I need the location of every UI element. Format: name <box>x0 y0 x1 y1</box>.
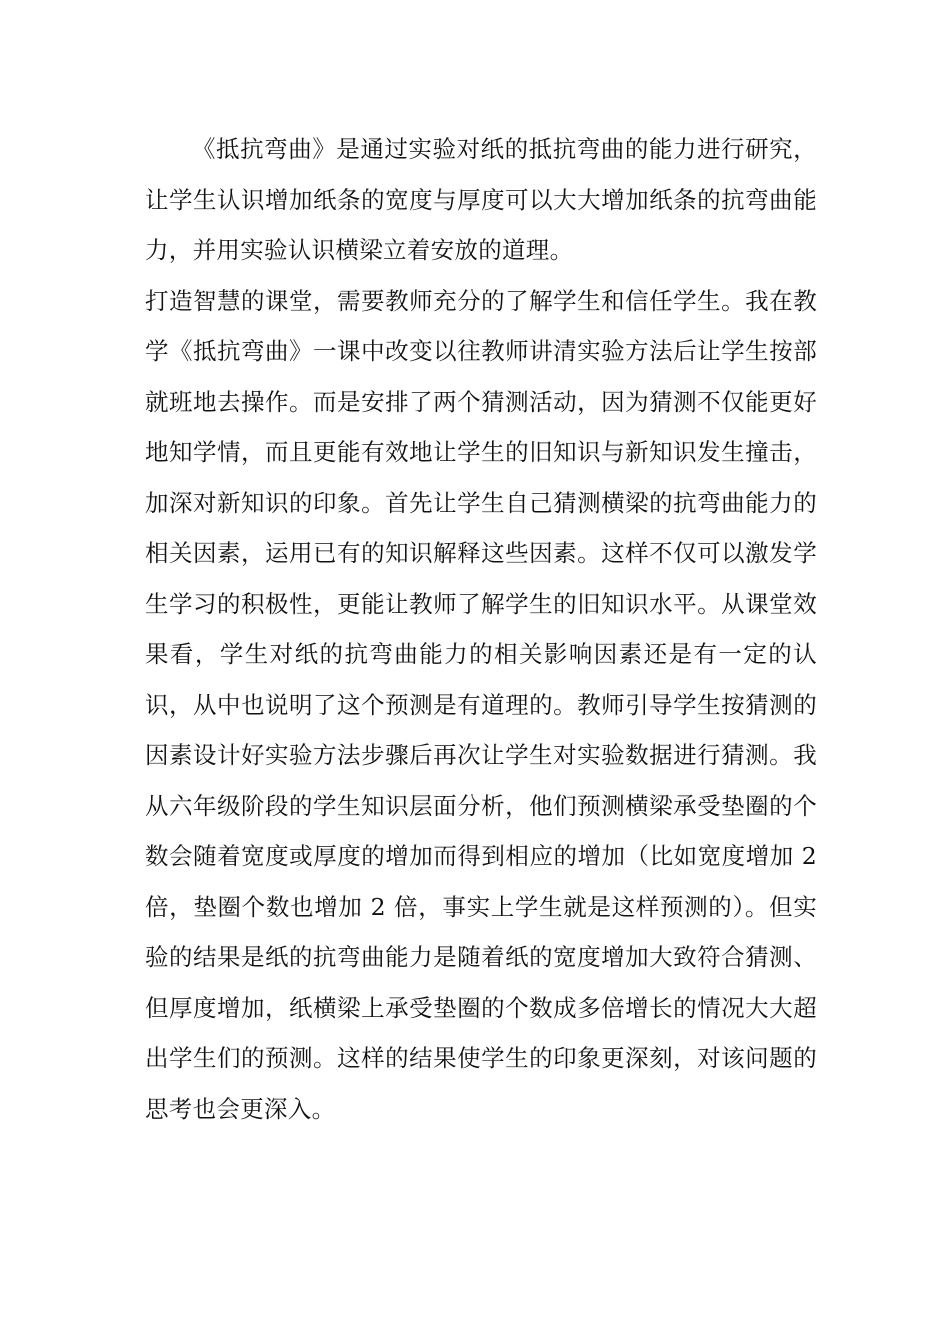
paragraph-reflection: 打造智慧的课堂，需要教师充分的了解学生和信任学生。我在教学《抵抗弯曲》一课中改变以往教师讲清实验方法后让学生按部就班地去操作。而是安排了两个猜测活动，因为猜测不仅能更好地知学情，而且更能有效地让学生的旧知识与新知识发生撞击，加深对新知识的印象。首先让学生自己猜测横梁的抗弯曲能力的相关因素，运用已有的知识解释这些因素。这样不仅可以激发学生学习的积极性，更能让教师了解学生的旧知识水平。从课堂效果看，学生对纸的抗弯曲能力的相关影响因素还是有一定的认识，从中也说明了这个预测是有道理的。教师引导学生按猜测的因素设计好实验方法步骤后再次让学生对实验数据进行猜测。我从六年级阶段的学生知识层面分析，他们预测横梁承受垫圈的个数会随着宽度或厚度的增加而得到相应的增加（比如宽度增加 2 倍，垫圈个数也增加 2 倍，事实上学生就是这样预测的）。但实验的结果是纸的抗弯曲能力是随着纸的宽度增加大致符合猜测、但厚度增加，纸横梁上承受垫圈的个数成多倍增长的情况大大超出学生们的预测。这样的结果使学生的印象更深刻，对该问题的思考也会更深入。 <box>145 286 817 1123</box>
paragraph-intro: 《抵抗弯曲》是通过实验对纸的抵抗弯曲的能力进行研究，让学生认识增加纸条的宽度与厚度可以大大增加纸条的抗弯曲能力，并用实验认识横梁立着安放的道理。 <box>145 135 817 264</box>
document-body <box>145 124 817 1134</box>
